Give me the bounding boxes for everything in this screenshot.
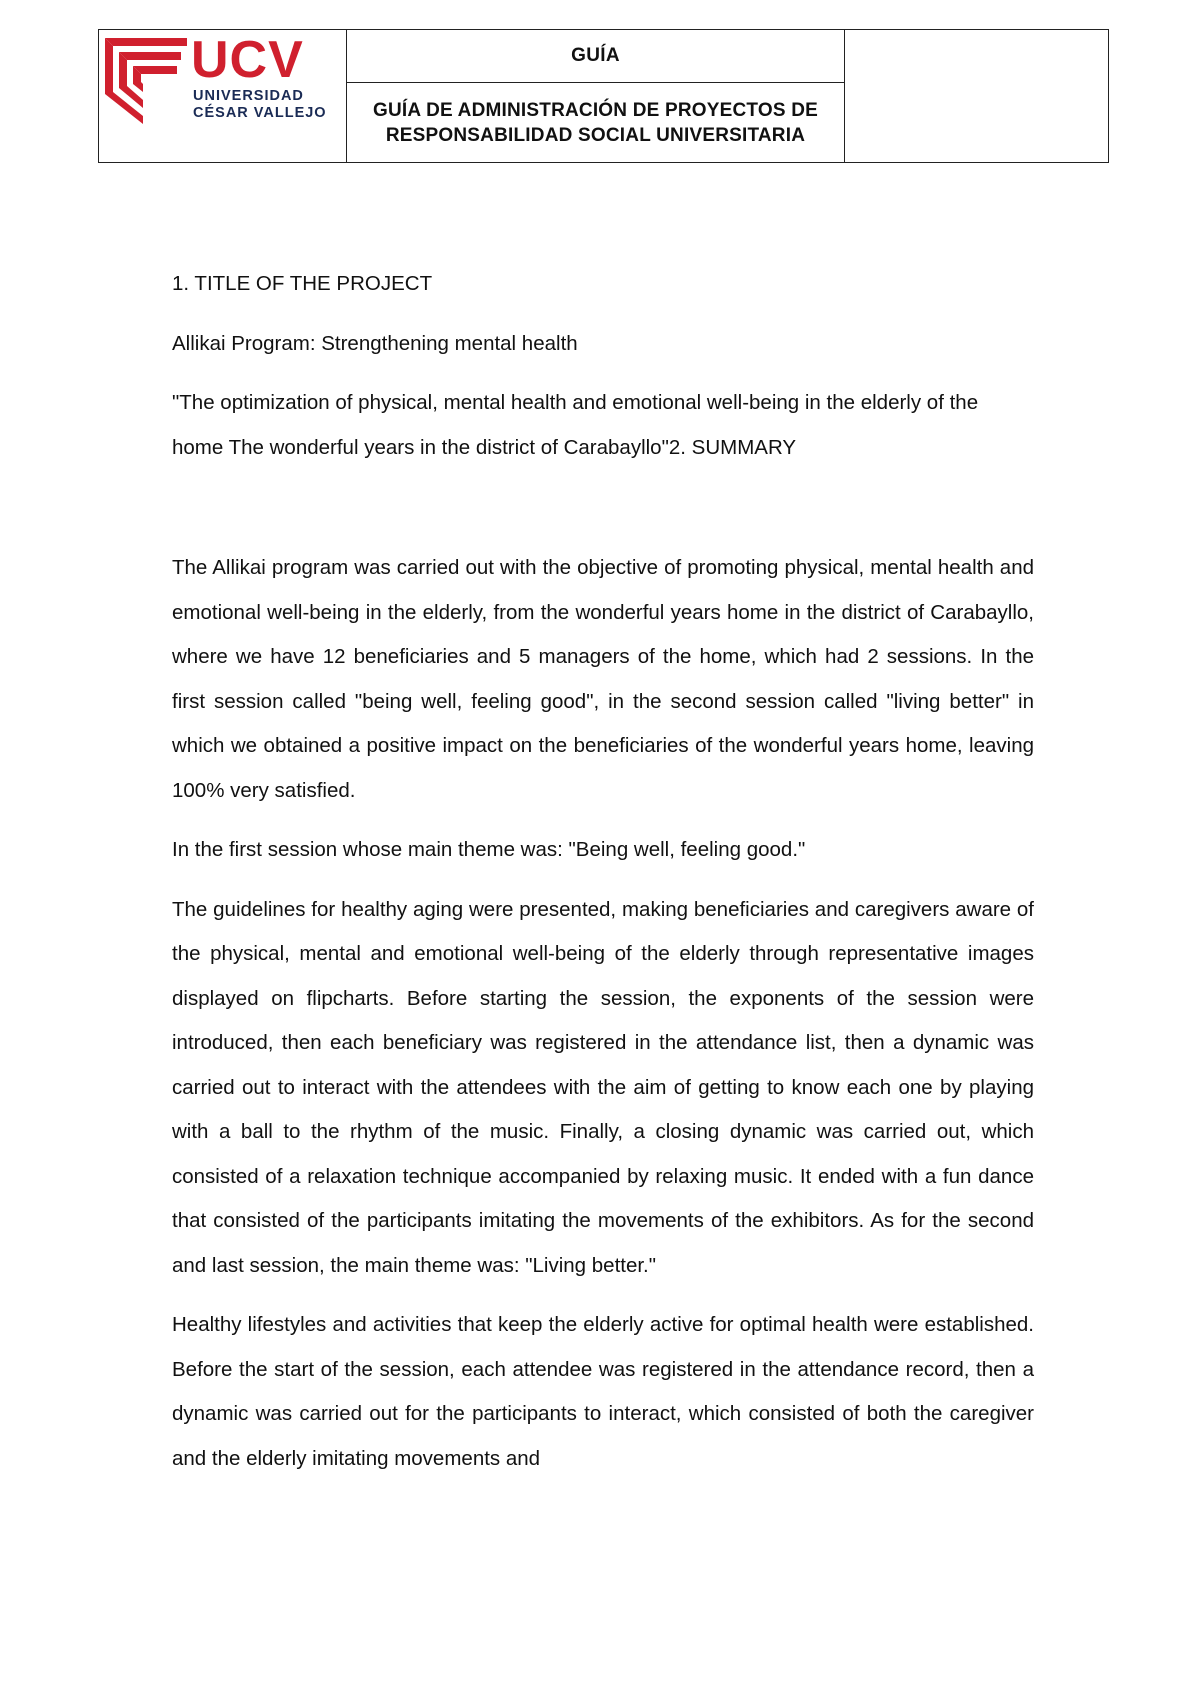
project-title-quote: "The optimization of physical, mental health and emotional well-being in the elderly of the home The wonderful years in the district of Carabayllo"2. SUMMARY bbox=[172, 391, 979, 459]
logo-cell bbox=[99, 30, 347, 162]
first-session-line: In the first session whose main theme was: "Being well, feeling good." bbox=[172, 838, 806, 861]
lifestyles-paragraph: Healthy lifestyles and activities that keep the elderly active for optimal health were established. Before the start of the session, each attendee was registered in the attendance record, then a dynamic was carried out for the participants to interact, which consisted of both the caregiver and the elderly imitating movements and bbox=[172, 1313, 1034, 1470]
section-title: 1. TITLE OF THE PROJECT bbox=[172, 272, 433, 295]
logo-brand: UCV bbox=[191, 31, 304, 89]
empty-cell bbox=[845, 30, 1108, 162]
guidelines-paragraph: The guidelines for healthy aging were presented, making beneficiaries and caregivers aware of the physical, mental and emotional well-being of the elderly through representative images displayed on flipcharts. Before starting the session, the exponents of the session were introduced, then each beneficiary was registered in the attendance list, then a dynamic was carried out to interact with the attendees with the aim of getting to know each one by playing with a ball to the rhythm of the music. Finally, a closing dynamic was carried out, which consisted of a relaxation technique accompanied by relaxing music. It ended with a fun dance that consisted of the participants imitating the movements of the exhibitors. As for the second and last session, the main theme was: "Living better." bbox=[172, 897, 1034, 1277]
header-table bbox=[98, 29, 1109, 163]
logo-university-name: UNIVERSIDAD CÉSAR VALLEJO bbox=[193, 88, 327, 121]
summary-paragraph: The Allikai program was carried out with the objective of promoting physical, mental health and emotional well-being in the elderly, from the wonderful years home in the district of Carabayllo, where we have 12 beneficiaries and 5 managers of the home, which had 2 sessions. In the first session called "being well, feeling good", in the second session called "living better" in which we obtained a positive impact on the beneficiaries of the wonderful years home, leaving 100% very satisfied. bbox=[172, 556, 1034, 802]
document-body bbox=[172, 262, 1034, 1481]
doc-type: GUÍA bbox=[347, 30, 844, 83]
title-cell bbox=[347, 30, 845, 162]
doc-title: GUÍA DE ADMINISTRACIÓN DE PROYECTOS DE RESPONSABILIDAD SOCIAL UNIVERSITARIA bbox=[373, 99, 818, 146]
ucv-shield-icon bbox=[103, 34, 193, 124]
program-name: Allikai Program: Strengthening mental health bbox=[172, 331, 578, 355]
